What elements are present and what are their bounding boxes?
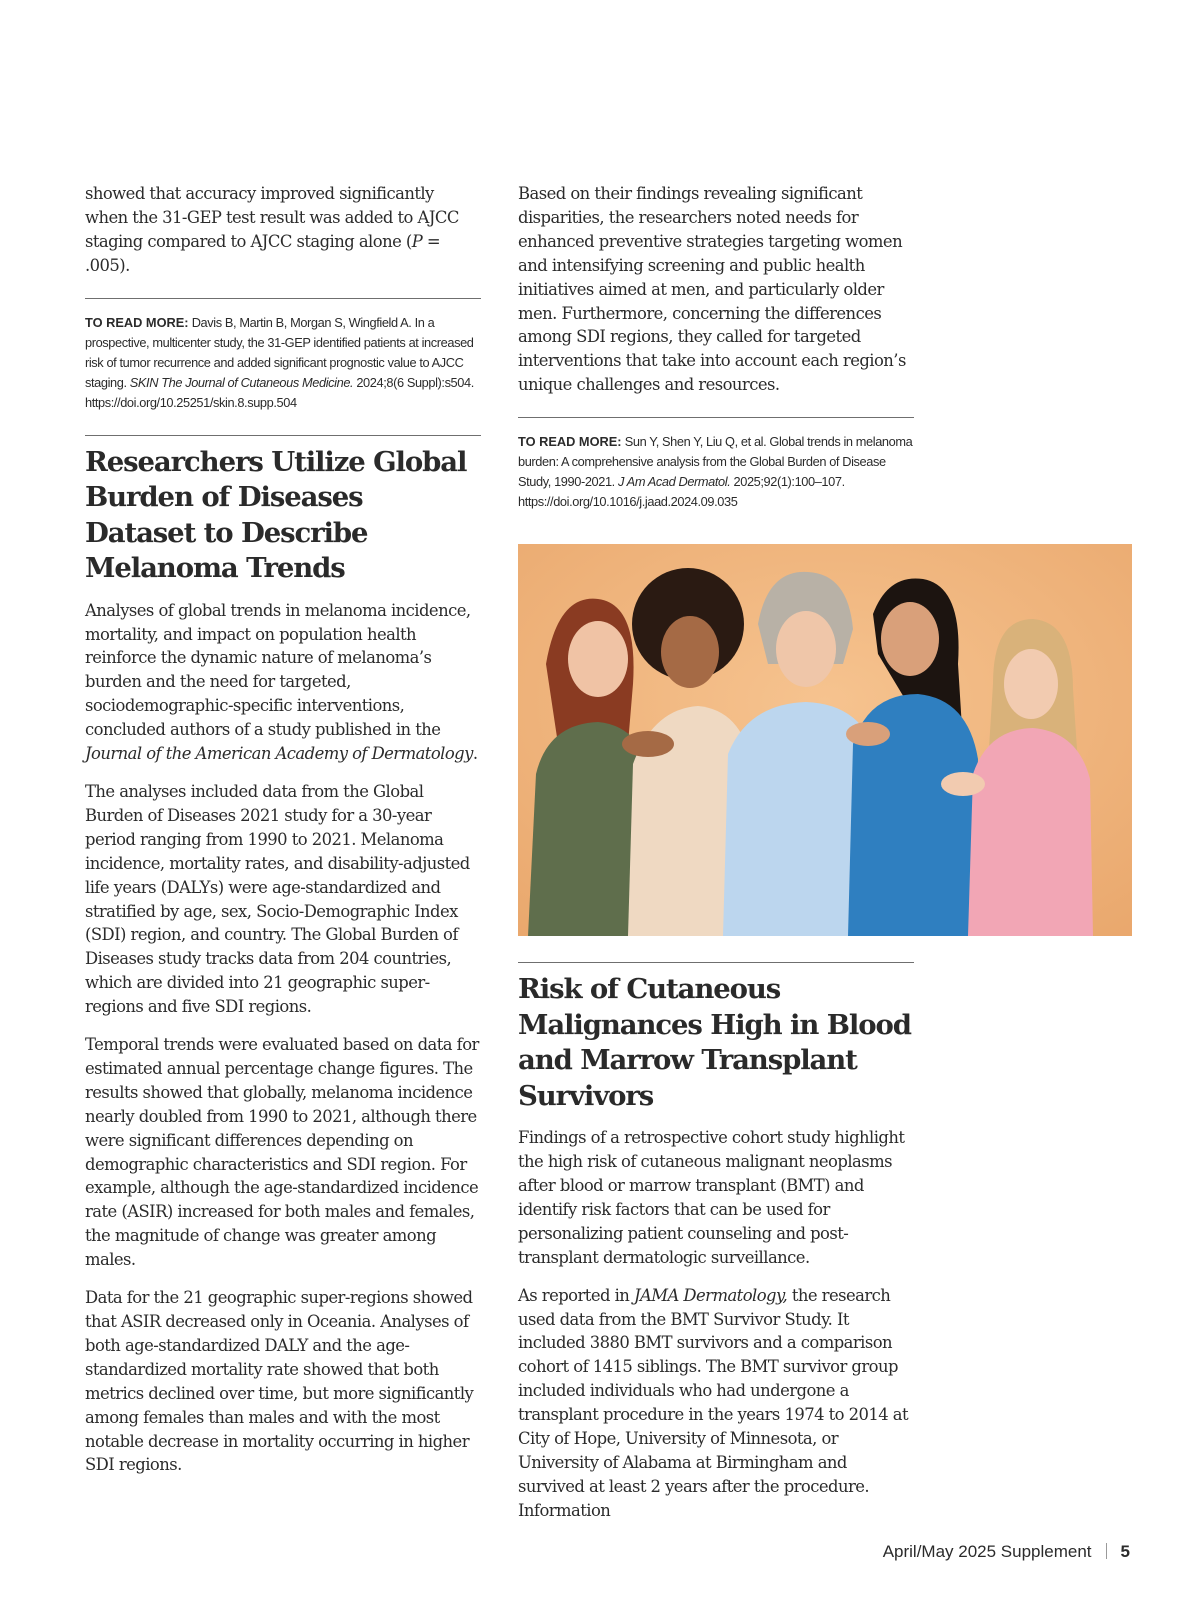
intro-paragraph: showed that accuracy improved significantly when the 31-GEP test result was added to AJCC staging compared to AJCC staging alone (P = .005). xyxy=(85,184,459,275)
right-column xyxy=(518,182,914,1537)
citation-doi-link[interactable]: 2025;92(1):100–107. https://doi.org/10.1016/j.jaad.2024.09.035 xyxy=(518,474,845,510)
article-headline: Researchers Utilize Global Burden of Diseases Dataset to Describe Melanoma Trends xyxy=(85,445,467,585)
article-headline: Risk of Cutaneous Malignances High in Blood and Marrow Transplant Survivors xyxy=(518,973,911,1112)
page-footer xyxy=(883,1542,1130,1562)
article-paragraph: The analyses included data from the Global Burden of Diseases 2021 study for a 30-year period ranging from 1990 to 2021. Melanoma incidence, mortality rates, and disability-adjusted life years (DALYs) were age-standardized and stratified by age, sex, Socio-Demographic Index (SDI) region, and country. The Global Burden of Diseases study tracks data from 204 countries, which are divided into 21 geographic super-regions and five SDI regions. xyxy=(85,781,470,1017)
article-paragraph: Temporal trends were evaluated based on data for estimated annual percentage change figures. The results showed that globally, melanoma incidence nearly doubled from 1990 to 2021, although there were significant differences depending on demographic characteristics and SDI region. For example, although the age-standardized incidence rate (ASIR) increased for both males and females, the magnitude of change was greater among males. xyxy=(85,1035,479,1270)
section-divider xyxy=(518,417,914,418)
article-paragraph: Analyses of global trends in melanoma incidence, mortality, and impact on population health reinforce the dynamic nature of melanoma’s burden and the need for targeted, sociodemographic-specific interventions, concluded authors of a study published in the Journal of the American Academy of Dermatology. xyxy=(85,600,478,764)
women-group-illustration xyxy=(518,544,1132,936)
read-more-citation: TO READ MORE: Davis B, Martin B, Morgan S, Wingfield A. In a prospective, multicenter study, the 31-GEP identified patients at increased risk of tumor recurrence and added significant prognostic value to AJCC staging. SKIN The Journal of Cutaneous Medicine. 2024;8(6 Suppl):s504. https://doi.org/10.25251/skin.8.supp.504 xyxy=(85,314,474,410)
article-paragraph: Data for the 21 geographic super-regions showed that ASIR decreased only in Oceania. Analyses of both age-standardized DALY and the age-standardized mortality rate showed that both metrics declined over time, but more significantly among females than males and with the most notable decrease in mortality occurring in higher SDI regions. xyxy=(85,1288,474,1475)
citation-doi-link[interactable]: 2024;8(6 Suppl):s504. https://doi.org/10.25251/skin.8.supp.504 xyxy=(85,374,474,410)
page-number: 5 xyxy=(1120,1542,1130,1561)
group-photo xyxy=(518,544,1132,936)
footer-separator xyxy=(1106,1543,1107,1559)
article-paragraph: As reported in JAMA Dermatology, the research used data from the BMT Survivor Study. It included 3880 BMT survivors and a comparison cohort of 1415 siblings. The BMT survivor group included individuals who had undergone a transplant procedure in the years 1974 to 2014 at City of Hope, University of Minnesota, or University of Alabama at Birmingham and survived at least 2 years after the procedure. Information xyxy=(518,1285,909,1520)
issue-label: April/May 2025 Supplement xyxy=(882,1542,1092,1561)
section-divider xyxy=(518,962,914,963)
read-more-citation: TO READ MORE: Sun Y, Shen Y, Liu Q, et al. Global trends in melanoma burden: A comprehensive analysis from the Global Burden of Disease Study, 1990-2021. J Am Acad Dermatol. 2025;92(1):100–107. https://doi.org/10.1016/j.jaad.2024.09.035 xyxy=(518,434,913,510)
intro-paragraph: Based on their findings revealing significant disparities, the researchers noted needs for enhanced preventive strategies targeting women and intensifying screening and public health initiatives aimed at men, and particularly older men. Furthermore, concerning the differences among SDI regions, they called for targeted interventions that take into account each region’s unique challenges and resources. xyxy=(518,184,906,395)
article-paragraph: Findings of a retrospective cohort study highlight the high risk of cutaneous malignant neoplasms after blood or marrow transplant (BMT) and identify risk factors that can be used for personalizing patient counseling and post-transplant dermatologic surveillance. xyxy=(518,1128,905,1267)
left-column xyxy=(85,182,481,1491)
section-divider xyxy=(85,298,481,299)
section-divider xyxy=(85,435,481,436)
